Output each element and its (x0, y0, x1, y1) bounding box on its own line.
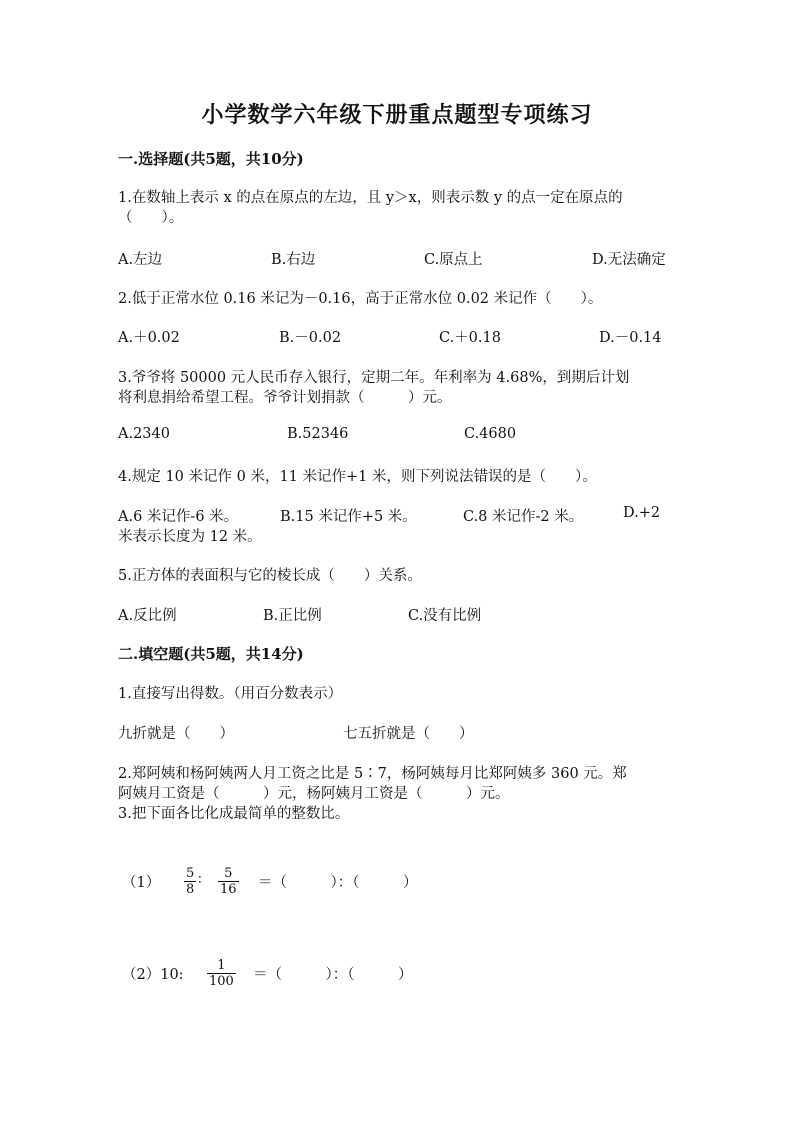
ratio-item-1-answer[interactable]: ＝（ ）：（ ） (258, 875, 418, 891)
ratio-item-2-label: （2）10: (122, 967, 184, 983)
numerator: 1 (217, 958, 226, 973)
question-1-text: 1.在数轴上表示 x 的点在原点的左边，且 y＞x，则表示数 y 的点一定在原点的 (118, 190, 623, 206)
fill-question-3-text: 3.把下面各比化成最简单的整数比。 (118, 806, 350, 822)
q1-option-d[interactable]: D.无法确定 (592, 252, 666, 268)
q1-option-c[interactable]: C.原点上 (424, 252, 483, 268)
fill-q1-left: 九折就是（ ） (118, 726, 234, 742)
numerator: 5 (224, 866, 233, 881)
q4-option-a[interactable]: A.6 米记作-6 米。 (118, 509, 239, 525)
section-heading-fill: 二.填空题(共5题，共14分) (118, 645, 304, 663)
ratio-item-1-label: （1） (122, 875, 161, 891)
q3-option-a[interactable]: A.2340 (118, 426, 170, 442)
q4-option-d-cont: 米表示长度为 12 米。 (118, 529, 262, 545)
q4-option-d[interactable]: D.+2 (623, 505, 661, 521)
fraction-5-8 (184, 866, 196, 897)
section-heading-choice: 一.选择题(共5题，共10分) (118, 150, 304, 168)
q2-option-b[interactable]: B.－0.02 (279, 330, 342, 346)
q5-option-c[interactable]: C.没有比例 (408, 608, 482, 624)
q4-option-c[interactable]: C.8 米记作-2 米。 (463, 509, 584, 525)
q5-option-a[interactable]: A.反比例 (118, 608, 177, 624)
question-3-text-cont: 将利息捐给希望工程。爷爷计划捐款（ ）元。 (118, 390, 452, 406)
q3-option-c[interactable]: C.4680 (464, 426, 517, 442)
question-1-text-cont: （ ）。 (118, 210, 184, 226)
question-5-text: 5.正方体的表面积与它的棱长成（ ）关系。 (118, 568, 422, 584)
q1-option-a[interactable]: A.左边 (118, 252, 163, 268)
fill-question-1-text: 1.直接写出得数。（用百分数表示） (118, 686, 343, 702)
q5-option-b[interactable]: B.正比例 (263, 608, 322, 624)
question-2-text: 2.低于正常水位 0.16 米记为－0.16，高于正常水位 0.02 米记作（ ）。 (118, 291, 603, 307)
numerator: 5 (186, 866, 195, 881)
q2-option-c[interactable]: C.＋0.18 (439, 330, 501, 346)
denominator: 100 (209, 974, 234, 989)
q2-option-a[interactable]: A.＋0.02 (118, 330, 180, 346)
denominator: 8 (186, 882, 195, 897)
fraction-5-16 (218, 866, 239, 897)
fill-question-2-text-cont: 阿姨月工资是（ ）元，杨阿姨月工资是（ ）元。 (118, 786, 510, 802)
fill-q1-right: 七五折就是（ ） (343, 726, 474, 742)
fraction-1-100 (207, 958, 236, 989)
ratio-colon: ∶ (198, 872, 202, 888)
question-3-text: 3.爷爷将 50000 元人民币存入银行，定期二年。年利率为 4.68%，到期后计划 (118, 370, 630, 386)
q4-option-b[interactable]: B.15 米记作+5 米。 (280, 509, 417, 525)
denominator: 16 (220, 882, 237, 897)
ratio-item-2-answer[interactable]: ＝（ ）：（ ） (253, 967, 413, 983)
q1-option-b[interactable]: B.右边 (271, 252, 316, 268)
question-4-text: 4.规定 10 米记作 0 米，11 米记作+1 米，则下列说法错误的是（ ）。 (118, 469, 597, 485)
q3-option-b[interactable]: B.52346 (287, 426, 349, 442)
page-title: 小学数学六年级下册重点题型专项练习 (201, 102, 593, 128)
fill-question-2-text: 2.郑阿姨和杨阿姨两人月工资之比是 5∶7，杨阿姨每月比郑阿姨多 360 元。郑 (118, 766, 627, 782)
q2-option-d[interactable]: D.－0.14 (599, 330, 662, 346)
